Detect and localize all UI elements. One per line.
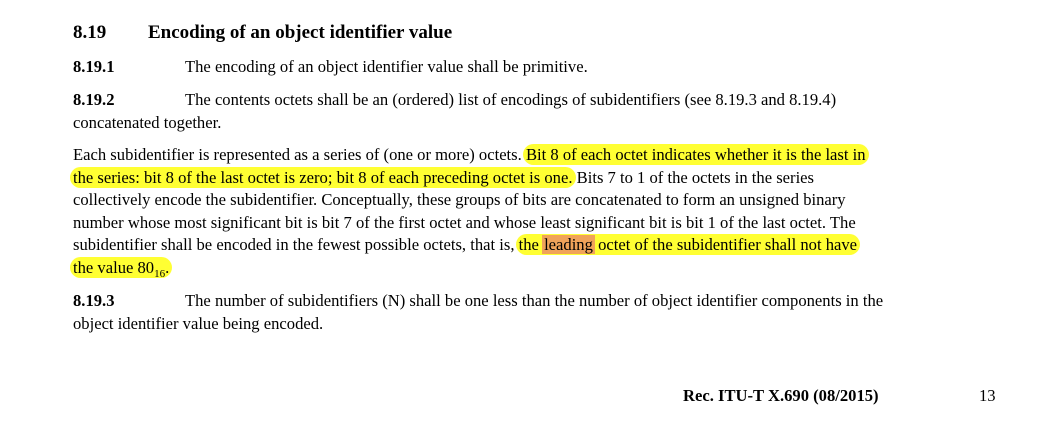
highlight-bit8-line-2: the series: bit 8 of the last octet is zero; bit 8 of each preceding octet is one. [70,167,576,188]
clause-text-line-1: The number of subidentifiers (N) shall be one less than the number of object identifier components in the [185,291,884,310]
clause-8-19-2 [73,89,993,134]
para-line-5-text: subidentifier shall be encoded in the fewest possible octets, that is, [73,235,515,254]
clause-text: The encoding of an object identifier value shall be primitive. [185,57,588,76]
page-number: 13 [979,386,996,405]
clause-number: 8.19.2 [73,90,115,109]
section-title: Encoding of an object identifier value [148,22,453,43]
subidentifier-paragraph [73,144,993,279]
clause-8-19-3 [73,290,993,335]
highlight-value-80 [70,257,172,278]
para-line-2-text: Bits 7 to 1 of the octets in the series [576,167,815,187]
para-line-1-text: Each subidentifier is represented as a series of (one or more) octets. [73,145,522,164]
footer-reference: Rec. ITU-T X.690 (08/2015) [683,386,879,405]
highlight-text-octet: octet of the subidentifier shall not have [598,235,858,254]
clause-text-line-1: The contents octets shall be an (ordered) list of encodings of subidentifiers (see 8.19.3 and 8.19.4) [185,90,837,109]
clause-8-19-1 [73,56,993,79]
value-subscript: 16 [154,267,166,280]
para-line-3: collectively encode the subidentifier. Conceptually, these groups of bits are concatenated to form an unsigned binary [73,190,846,209]
para-line-4: number whose most significant bit is bit 7 of the first octet and whose least significant bit is bit 1 of the last octet. The [73,212,856,232]
highlight-bit8-line-1: Bit 8 of each octet indicates whether it is the last in [523,144,869,165]
value-period: . [165,257,170,277]
clause-number: 8.19.3 [73,291,115,310]
value-text: the value 80 [73,257,155,277]
highlight-text-the: the [518,235,539,254]
highlight-leading-octet [516,234,860,255]
clause-text-line-2: concatenated together. [73,112,222,132]
section-heading [73,22,452,44]
highlight-word-leading: leading [544,235,593,254]
clause-text-line-2: object identifier value being encoded. [73,313,324,333]
clause-number: 8.19.1 [73,57,115,76]
section-number: 8.19 [73,22,107,43]
